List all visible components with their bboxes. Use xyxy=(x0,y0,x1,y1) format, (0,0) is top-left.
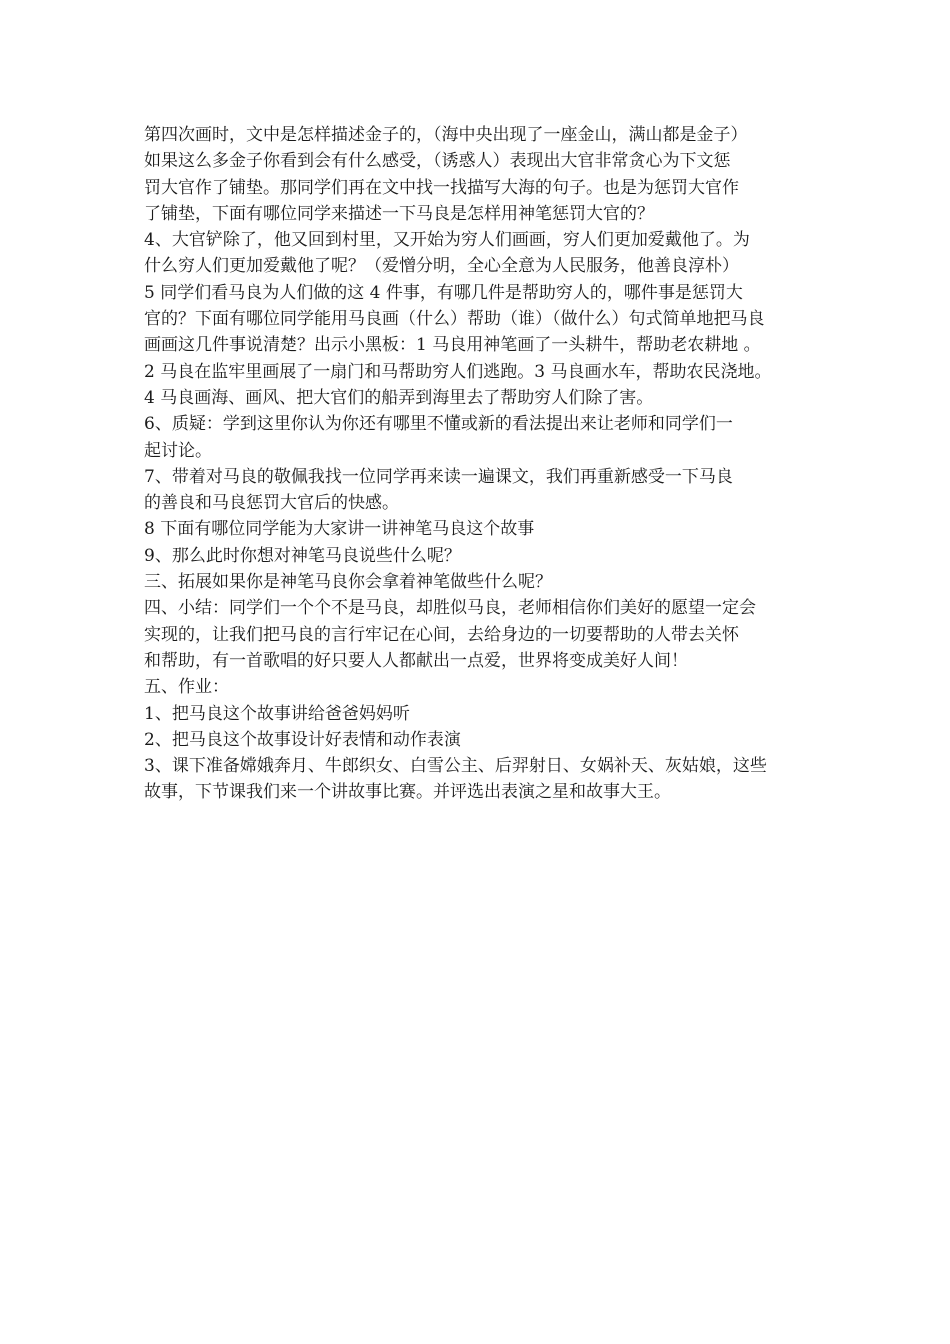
text-line: 5 同学们看马良为人们做的这 4 件事，有哪几件是帮助穷人的，哪件事是惩罚大 xyxy=(144,282,743,303)
text-line: 6、质疑：学到这里你认为你还有哪里不懂或新的看法提出来让老师和同学们一 xyxy=(144,414,733,435)
text-line: 和帮助，有一首歌唱的好只要人人都献出一点爱，世界将变成美好人间！ xyxy=(144,650,688,671)
text-line: 什么穷人们更加爱戴他了呢？（爱憎分明，全心全意为人民服务，他善良淳朴） xyxy=(144,256,739,277)
text-line: 1、把马良这个故事讲给爸爸妈妈听 xyxy=(144,703,410,724)
text-line: 4、大官铲除了，他又回到村里，又开始为穷人们画画，穷人们更加爱戴他了。为 xyxy=(144,230,750,251)
text-line: 实现的，让我们把马良的言行牢记在心间，去给身边的一切要帮助的人带去关怀 xyxy=(144,624,739,645)
text-line: 四、小结：同学们一个个不是马良，却胜似马良，老师相信你们美好的愿望一定会 xyxy=(144,598,756,619)
text-line: 3、课下准备嫦娥奔月、牛郎织女、白雪公主、后羿射日、女娲补天、灰姑娘，这些 xyxy=(144,756,767,777)
text-line: 罚大官作了铺垫。那同学们再在文中找一找描写大海的句子。也是为惩罚大官作 xyxy=(144,177,739,198)
text-line: 4 马良画海、画风、把大官们的船弄到海里去了帮助穷人们除了害。 xyxy=(144,387,654,408)
text-line: 了铺垫，下面有哪位同学来描述一下马良是怎样用神笔惩罚大官的？ xyxy=(144,203,654,224)
document-body xyxy=(144,122,824,806)
text-line: 故事，下节课我们来一个讲故事比赛。并评选出表演之星和故事大王。 xyxy=(144,782,671,803)
text-line: 画画这几件事说清楚？出示小黑板：1 马良用神笔画了一头耕牛，帮助老农耕地 。 xyxy=(144,335,761,356)
text-line: 9、那么此时你想对神笔马良说些什么呢？ xyxy=(144,545,461,566)
text-line: 2 马良在监牢里画展了一扇门和马帮助穷人们逃跑。3 马良画水车，帮助农民浇地。 xyxy=(144,361,772,382)
text-line: 2、把马良这个故事设计好表情和动作表演 xyxy=(144,729,461,750)
text-line: 三、拓展如果你是神笔马良你会拿着神笔做些什么呢？ xyxy=(144,572,552,593)
text-line: 的善良和马良惩罚大官后的快感。 xyxy=(144,493,399,514)
text-line: 8 下面有哪位同学能为大家讲一讲神笔马良这个故事 xyxy=(144,519,535,540)
text-line: 如果这么多金子你看到会有什么感受，（诱惑人）表现出大官非常贪心为下文惩 xyxy=(144,151,731,172)
text-line: 7、带着对马良的敬佩我找一位同学再来读一遍课文，我们再重新感受一下马良 xyxy=(144,466,733,487)
text-line: 第四次画时，文中是怎样描述金子的，（海中央出现了一座金山，满山都是金子） xyxy=(144,125,748,145)
text-line: 起讨论。 xyxy=(144,440,212,461)
text-line: 五、作业： xyxy=(144,677,229,698)
text-line: 官的？下面有哪位同学能用马良画（什么）帮助（谁）（做什么）句式简单地把马良 xyxy=(144,309,765,330)
